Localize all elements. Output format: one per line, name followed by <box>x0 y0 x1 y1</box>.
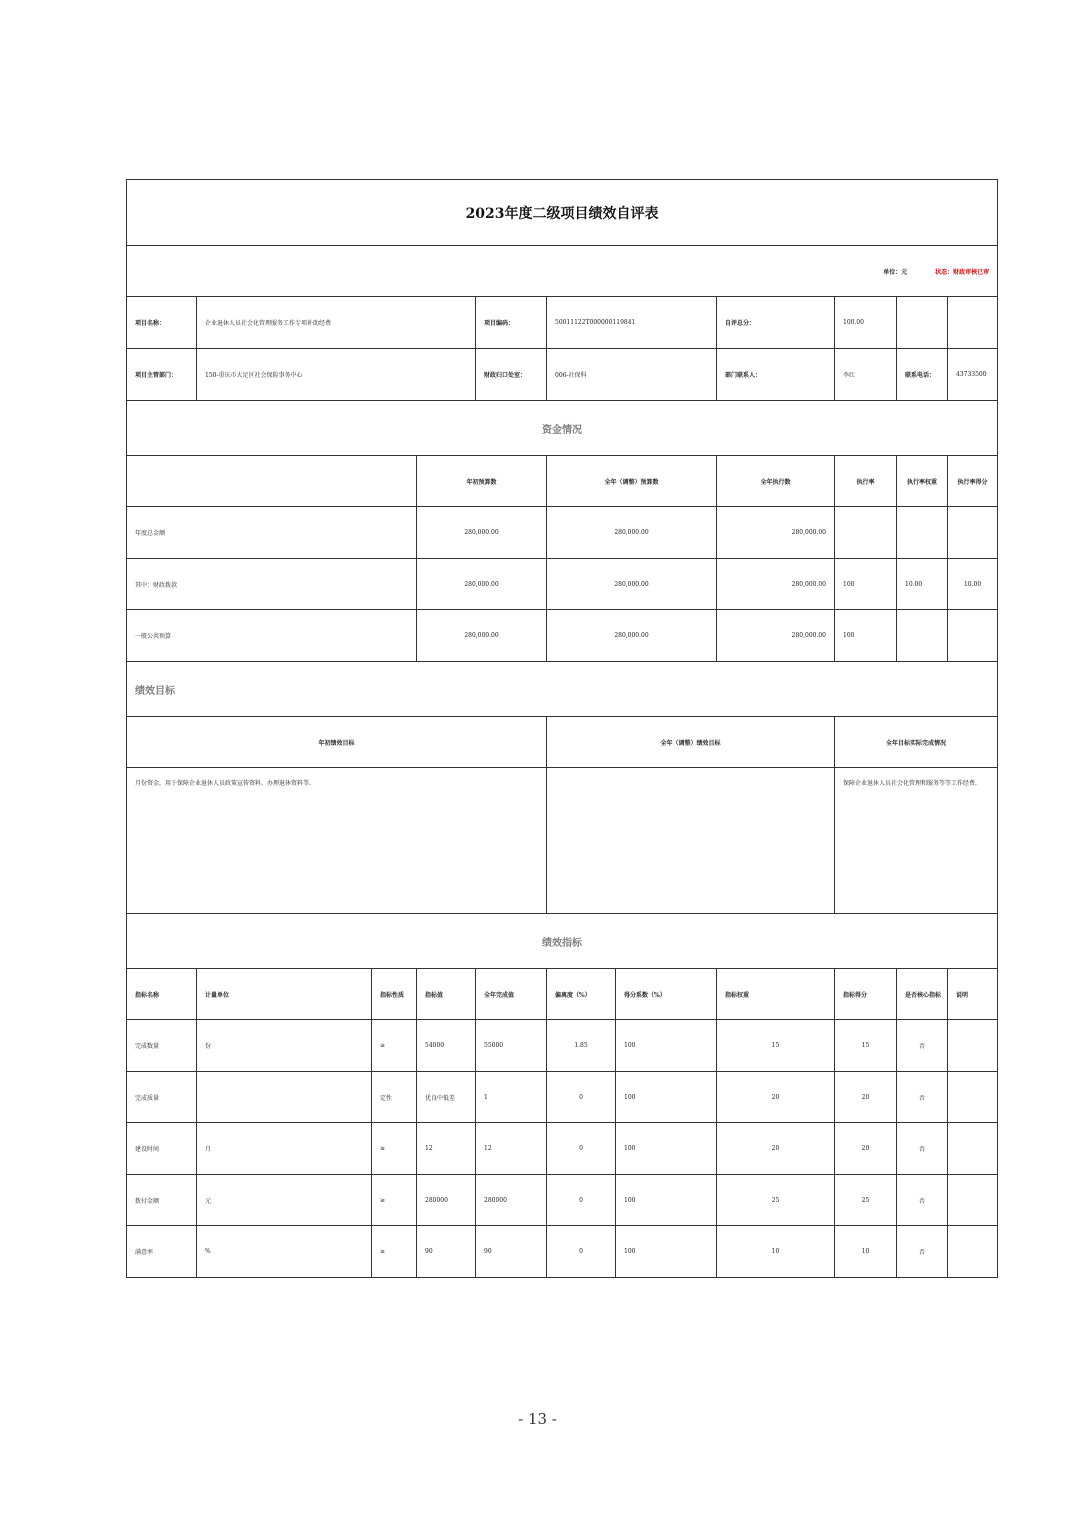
funding-cell: 一般公共预算 <box>127 610 417 662</box>
funding-cell <box>835 507 897 559</box>
initial-goal-text: 月份资金，用于保障企业退休人员政策宣传资料、办理退休资料等. <box>127 768 547 914</box>
funding-row <box>127 610 998 662</box>
unit-status-row <box>127 246 998 297</box>
indicator-cell: 0 <box>547 1072 616 1123</box>
finance-dept-label: 财政归口处室： <box>476 349 547 401</box>
indicator-cell: 满意率 <box>127 1226 197 1278</box>
goals-header-cell: 全年（调整）绩效目标 <box>547 717 835 768</box>
indicator-header-cell: 指标名称 <box>127 969 197 1020</box>
indicator-header-cell: 指标得分 <box>835 969 897 1020</box>
dept: 150-重庆市大足区社会保险事务中心 <box>197 349 476 401</box>
form-title: 2023年度二级项目绩效自评表 <box>127 180 998 246</box>
indicator-cell: 280000 <box>417 1175 476 1226</box>
indicator-header-cell: 说明 <box>948 969 998 1020</box>
funding-cell: 10.00 <box>897 559 948 610</box>
indicator-cell: 20 <box>717 1072 835 1123</box>
self-score-label: 自评总分： <box>717 297 835 349</box>
actual-goal-text: 保障企业退休人员社会化管理和服务等等工作经费. <box>835 768 998 914</box>
indicator-cell: 否 <box>897 1020 948 1072</box>
goals-header-cell: 年初绩效目标 <box>127 717 547 768</box>
adjusted-goal-text <box>547 768 835 914</box>
project-code: 50011122T000000119841 <box>547 297 717 349</box>
indicator-row <box>127 1175 998 1226</box>
indicator-cell: 优良中低差 <box>417 1072 476 1123</box>
indicator-cell: 90 <box>417 1226 476 1278</box>
indicator-cell: 100 <box>616 1072 717 1123</box>
indicator-cell: 15 <box>835 1020 897 1072</box>
empty-cell <box>897 297 948 349</box>
indicator-cell: 否 <box>897 1123 948 1175</box>
indicators-section-title: 绩效指标 <box>127 914 998 969</box>
indicator-cell: 否 <box>897 1175 948 1226</box>
indicator-cell <box>948 1020 998 1072</box>
funding-cell: 其中：财政拨款 <box>127 559 417 610</box>
indicator-cell: 完成数量 <box>127 1020 197 1072</box>
indicator-row <box>127 1123 998 1175</box>
indicator-header-cell: 偏离度（%） <box>547 969 616 1020</box>
indicator-cell: 12 <box>476 1123 547 1175</box>
funding-header-cell: 执行率得分 <box>948 456 998 507</box>
contact-label: 部门联系人： <box>717 349 835 401</box>
contact: 李红 <box>835 349 897 401</box>
indicator-cell: 10 <box>717 1226 835 1278</box>
goals-header-row <box>127 717 998 768</box>
info-row-2 <box>127 349 998 401</box>
indicator-cell: 0 <box>547 1175 616 1226</box>
funding-cell: 280,000.00 <box>547 559 717 610</box>
funding-header-cell <box>127 456 417 507</box>
indicator-cell: 25 <box>835 1175 897 1226</box>
funding-header-cell: 执行率权重 <box>897 456 948 507</box>
indicator-header-cell: 得分系数（%） <box>616 969 717 1020</box>
indicator-cell: 20 <box>835 1123 897 1175</box>
indicator-cell: 建设时间 <box>127 1123 197 1175</box>
indicator-cell: 280000 <box>476 1175 547 1226</box>
project-code-label: 项目编码： <box>476 297 547 349</box>
funding-row <box>127 507 998 559</box>
funding-header-cell: 年初预算数 <box>417 456 547 507</box>
indicator-header-cell: 指标值 <box>417 969 476 1020</box>
funding-cell: 年度总金额 <box>127 507 417 559</box>
indicator-cell: ≥ <box>372 1123 417 1175</box>
project-name-label: 项目名称： <box>127 297 197 349</box>
goals-section-title: 绩效目标 <box>127 662 998 717</box>
goals-header-cell: 全年目标实际完成情况 <box>835 717 998 768</box>
indicator-cell <box>197 1072 372 1123</box>
funding-cell: 100 <box>835 559 897 610</box>
unit-label: 单位：元 <box>883 268 908 276</box>
indicator-header-cell: 全年完成值 <box>476 969 547 1020</box>
indicator-cell: 1 <box>476 1072 547 1123</box>
indicator-header-cell: 指标权重 <box>717 969 835 1020</box>
finance-dept: 006-社保科 <box>547 349 717 401</box>
funding-cell <box>897 507 948 559</box>
project-name: 企业退休人员社会化管理服务工作专项补助经费 <box>197 297 476 349</box>
indicator-cell: 12 <box>417 1123 476 1175</box>
self-score: 100.00 <box>835 297 897 349</box>
funding-cell: 280,000.00 <box>417 559 547 610</box>
indicator-cell: 0 <box>547 1226 616 1278</box>
indicator-cell: 10 <box>835 1226 897 1278</box>
indicator-row <box>127 1072 998 1123</box>
indicator-cell: ≥ <box>372 1226 417 1278</box>
indicator-cell: 拨付金额 <box>127 1175 197 1226</box>
indicator-row <box>127 1226 998 1278</box>
funding-cell: 280,000.00 <box>717 507 835 559</box>
phone: 43733500 <box>948 349 998 401</box>
indicator-cell: 100 <box>616 1020 717 1072</box>
indicator-cell: 100 <box>616 1226 717 1278</box>
indicators-header-row <box>127 969 998 1020</box>
funding-cell: 280,000.00 <box>417 610 547 662</box>
indicator-cell: ≥ <box>372 1020 417 1072</box>
dept-label: 项目主管部门： <box>127 349 197 401</box>
indicator-header-cell: 是否核心指标 <box>897 969 948 1020</box>
indicator-cell: 否 <box>897 1226 948 1278</box>
indicator-cell: 元 <box>197 1175 372 1226</box>
indicator-row <box>127 1020 998 1072</box>
indicator-header-cell: 指标性质 <box>372 969 417 1020</box>
indicator-cell: 90 <box>476 1226 547 1278</box>
funding-cell <box>948 507 998 559</box>
indicator-cell: 份 <box>197 1020 372 1072</box>
indicator-cell: 月 <box>197 1123 372 1175</box>
funding-header-cell: 执行率 <box>835 456 897 507</box>
empty-cell <box>948 297 998 349</box>
indicator-cell: 100 <box>616 1123 717 1175</box>
indicator-cell: % <box>197 1226 372 1278</box>
indicator-cell <box>948 1072 998 1123</box>
goals-content-row <box>127 768 998 914</box>
funding-header-cell: 全年执行数 <box>717 456 835 507</box>
funding-cell <box>948 610 998 662</box>
indicator-cell: 54000 <box>417 1020 476 1072</box>
funding-section-title: 资金情况 <box>127 401 998 456</box>
indicator-cell: 0 <box>547 1123 616 1175</box>
phone-label: 联系电话： <box>897 349 948 401</box>
indicator-cell: 完成质量 <box>127 1072 197 1123</box>
funding-row <box>127 559 998 610</box>
indicator-cell <box>948 1175 998 1226</box>
indicator-cell: 15 <box>717 1020 835 1072</box>
indicator-cell: 25 <box>717 1175 835 1226</box>
indicator-cell: 100 <box>616 1175 717 1226</box>
funding-cell: 280,000.00 <box>547 507 717 559</box>
indicator-cell <box>948 1226 998 1278</box>
indicator-cell: 定性 <box>372 1072 417 1123</box>
indicator-cell: 1.85 <box>547 1020 616 1072</box>
indicator-cell: 55000 <box>476 1020 547 1072</box>
indicator-header-cell: 计量单位 <box>197 969 372 1020</box>
info-row-1 <box>127 297 998 349</box>
funding-cell: 100 <box>835 610 897 662</box>
indicator-cell <box>948 1123 998 1175</box>
funding-cell: 10.00 <box>948 559 998 610</box>
funding-cell <box>897 610 948 662</box>
funding-cell: 280,000.00 <box>717 610 835 662</box>
indicator-cell: 否 <box>897 1072 948 1123</box>
funding-cell: 280,000.00 <box>717 559 835 610</box>
funding-header-row <box>127 456 998 507</box>
status-label: 状态：财政审核已审 <box>935 268 990 276</box>
page-number: - 13 - <box>518 1410 557 1428</box>
funding-cell: 280,000.00 <box>547 610 717 662</box>
indicator-cell: 20 <box>717 1123 835 1175</box>
funding-header-cell: 全年（调整）预算数 <box>547 456 717 507</box>
evaluation-form <box>126 179 998 1278</box>
indicator-cell: ≥ <box>372 1175 417 1226</box>
funding-cell: 280,000.00 <box>417 507 547 559</box>
indicator-cell: 20 <box>835 1072 897 1123</box>
